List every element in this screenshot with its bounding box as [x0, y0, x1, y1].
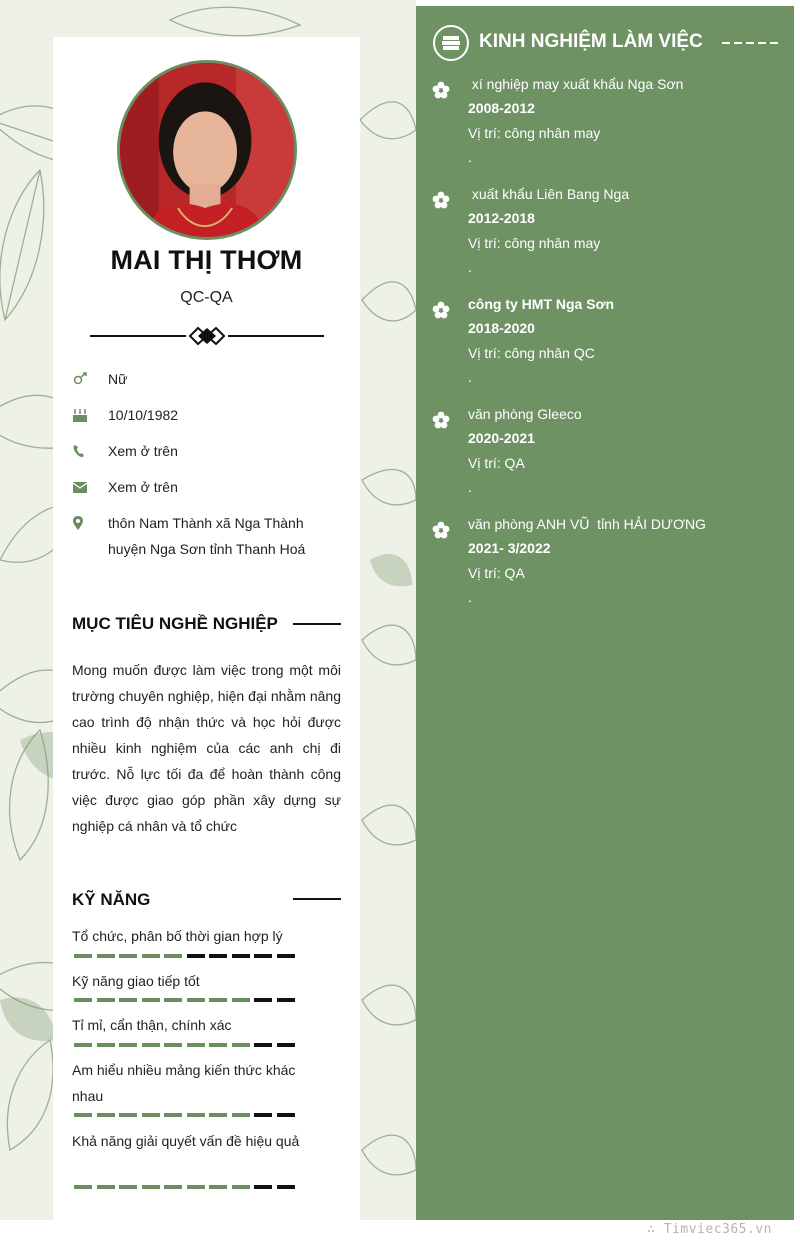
skill-segment-filled	[187, 1185, 205, 1189]
skill-segment-filled	[209, 1043, 227, 1047]
skill-segment-filled	[74, 1043, 92, 1047]
candidate-position: QC-QA	[180, 289, 233, 306]
skill-segment-filled	[164, 1043, 182, 1047]
skill-level-bar	[74, 954, 296, 958]
skill-segment-filled	[74, 998, 92, 1002]
flower-bullet-icon	[432, 191, 450, 209]
experience-years: 2021- 3/2022	[468, 540, 551, 556]
flower-bullet-icon	[432, 81, 450, 99]
experience-note: .	[468, 589, 472, 605]
experience-role: Vị trí: QA	[468, 455, 525, 471]
skill-name: Kỹ năng giao tiếp tốt	[72, 973, 200, 989]
skill-segment-empty	[277, 1043, 295, 1047]
experience-title: KINH NGHIỆM LÀM VIỆC	[479, 31, 703, 52]
skill-segment-empty	[232, 954, 250, 958]
skill-segment-filled	[232, 998, 250, 1002]
objective-title: MỤC TIÊU NGHỀ NGHIỆP	[72, 614, 278, 633]
skill-name: Tỉ mỉ, cẩn thận, chính xác	[72, 1017, 232, 1033]
skill-segment-empty	[254, 1185, 272, 1189]
email-icon	[72, 480, 88, 494]
experience-company: xí nghiệp may xuất khẩu Nga Sơn	[468, 76, 684, 92]
skills-title-line	[293, 898, 341, 900]
skill-segment-filled	[119, 1043, 137, 1047]
watermark-footer: ∴ Timviec365.vn	[647, 1222, 772, 1237]
location-pin-icon	[72, 516, 88, 530]
gender-icon	[72, 372, 88, 386]
skill-segment-filled	[187, 1113, 205, 1117]
experience-role: Vị trí: QA	[468, 565, 525, 581]
skill-segment-filled	[187, 998, 205, 1002]
skills-title: KỸ NĂNG	[72, 890, 151, 909]
skill-segment-filled	[97, 998, 115, 1002]
skill-segment-filled	[209, 998, 227, 1002]
skill-segment-filled	[164, 1185, 182, 1189]
experience-years: 2018-2020	[468, 320, 535, 336]
skill-segment-filled	[74, 954, 92, 958]
skill-segment-empty	[254, 1043, 272, 1047]
experience-company: văn phòng ANH VŨ tỉnh HẢI DƯƠNG	[468, 516, 706, 532]
skill-segment-filled	[232, 1043, 250, 1047]
skill-segment-empty	[254, 998, 272, 1002]
book-stack-icon	[433, 25, 469, 61]
skill-level-bar	[74, 1185, 296, 1189]
skill-segment-empty	[254, 1113, 272, 1117]
skill-segment-filled	[119, 954, 137, 958]
phone-icon	[72, 444, 88, 458]
skill-segment-filled	[74, 1113, 92, 1117]
skill-segment-empty	[277, 998, 295, 1002]
skill-name: Tổ chức, phân bố thời gian hợp lý	[72, 928, 283, 944]
flower-bullet-icon	[432, 411, 450, 429]
contact-birthday-value: 10/10/1982	[108, 407, 179, 423]
skill-segment-filled	[142, 1113, 160, 1117]
candidate-name: MAI THỊ THƠM	[110, 245, 303, 275]
experience-role: Vị trí: công nhân may	[468, 235, 601, 251]
skill-level-bar	[74, 998, 296, 1002]
skill-segment-filled	[164, 1113, 182, 1117]
skill-segment-filled	[209, 1185, 227, 1189]
experience-years: 2008-2012	[468, 100, 535, 116]
experience-company: xuất khẩu Liên Bang Nga	[468, 186, 630, 202]
experience-note: .	[468, 259, 472, 275]
skill-segment-filled	[209, 1113, 227, 1117]
skill-segment-filled	[164, 998, 182, 1002]
skill-segment-filled	[142, 1043, 160, 1047]
contact-email-value: Xem ở trên	[108, 479, 178, 495]
experience-company: công ty HMT Nga Sơn	[468, 296, 615, 312]
skill-name: Khả năng giải quyết vấn đề hiệu quả	[72, 1133, 300, 1149]
experience-note: .	[468, 479, 472, 495]
flower-bullet-icon	[432, 301, 450, 319]
skill-segment-empty	[277, 1185, 295, 1189]
objective-title-line	[293, 623, 341, 625]
skill-segment-empty	[209, 954, 227, 958]
skill-segment-filled	[142, 998, 160, 1002]
skill-segment-filled	[119, 998, 137, 1002]
experience-company: văn phòng Gleeco	[468, 406, 582, 422]
skill-segment-filled	[97, 1043, 115, 1047]
skill-segment-empty	[277, 1113, 295, 1117]
contact-address-value: thôn Nam Thành xã Nga Thành huyện Nga Sơn tỉnh Thanh Hoá	[108, 515, 306, 557]
skill-segment-empty	[254, 954, 272, 958]
skill-segment-filled	[97, 1185, 115, 1189]
skill-segment-filled	[187, 1043, 205, 1047]
experience-title-dash	[722, 42, 778, 44]
skill-segment-filled	[74, 1185, 92, 1189]
skill-segment-filled	[142, 954, 160, 958]
profile-photo	[120, 63, 294, 237]
skill-segment-empty	[277, 954, 295, 958]
skill-segment-filled	[119, 1185, 137, 1189]
skill-segment-filled	[119, 1113, 137, 1117]
birthday-cake-icon	[72, 408, 88, 422]
skill-level-bar	[74, 1113, 296, 1117]
experience-role: Vị trí: công nhân may	[468, 125, 601, 141]
contact-gender-value: Nữ	[108, 371, 128, 387]
avatar	[117, 60, 297, 240]
skill-segment-filled	[97, 1113, 115, 1117]
skill-segment-filled	[164, 954, 182, 958]
flower-bullet-icon	[432, 521, 450, 539]
skill-segment-filled	[142, 1185, 160, 1189]
experience-years: 2012-2018	[468, 210, 535, 226]
skill-segment-empty	[187, 954, 205, 958]
skill-level-bar	[74, 1043, 296, 1047]
experience-note: .	[468, 149, 472, 165]
skill-segment-filled	[97, 954, 115, 958]
experience-role: Vị trí: công nhân QC	[468, 345, 595, 361]
contact-phone-value: Xem ở trên	[108, 443, 178, 459]
skill-segment-filled	[232, 1185, 250, 1189]
skill-segment-filled	[232, 1113, 250, 1117]
objective-text: Mong muốn được làm việc trong một môi trường chuyên nghiệp, hiện đại nhằm nâng cao trình độ nhận thức và học hỏi được nhiều kinh nghiệm của các anh chị đi trước. Nỗ lực tối đa để hoàn thành công việc được giao góp phần xây dựng sự nghiệp cá nhân và tổ chức	[72, 662, 341, 834]
experience-note: .	[468, 369, 472, 385]
skill-name: Am hiểu nhiều mảng kiến thức khác nhau	[72, 1062, 296, 1104]
ornament-divider	[90, 325, 324, 347]
experience-years: 2020-2021	[468, 430, 535, 446]
